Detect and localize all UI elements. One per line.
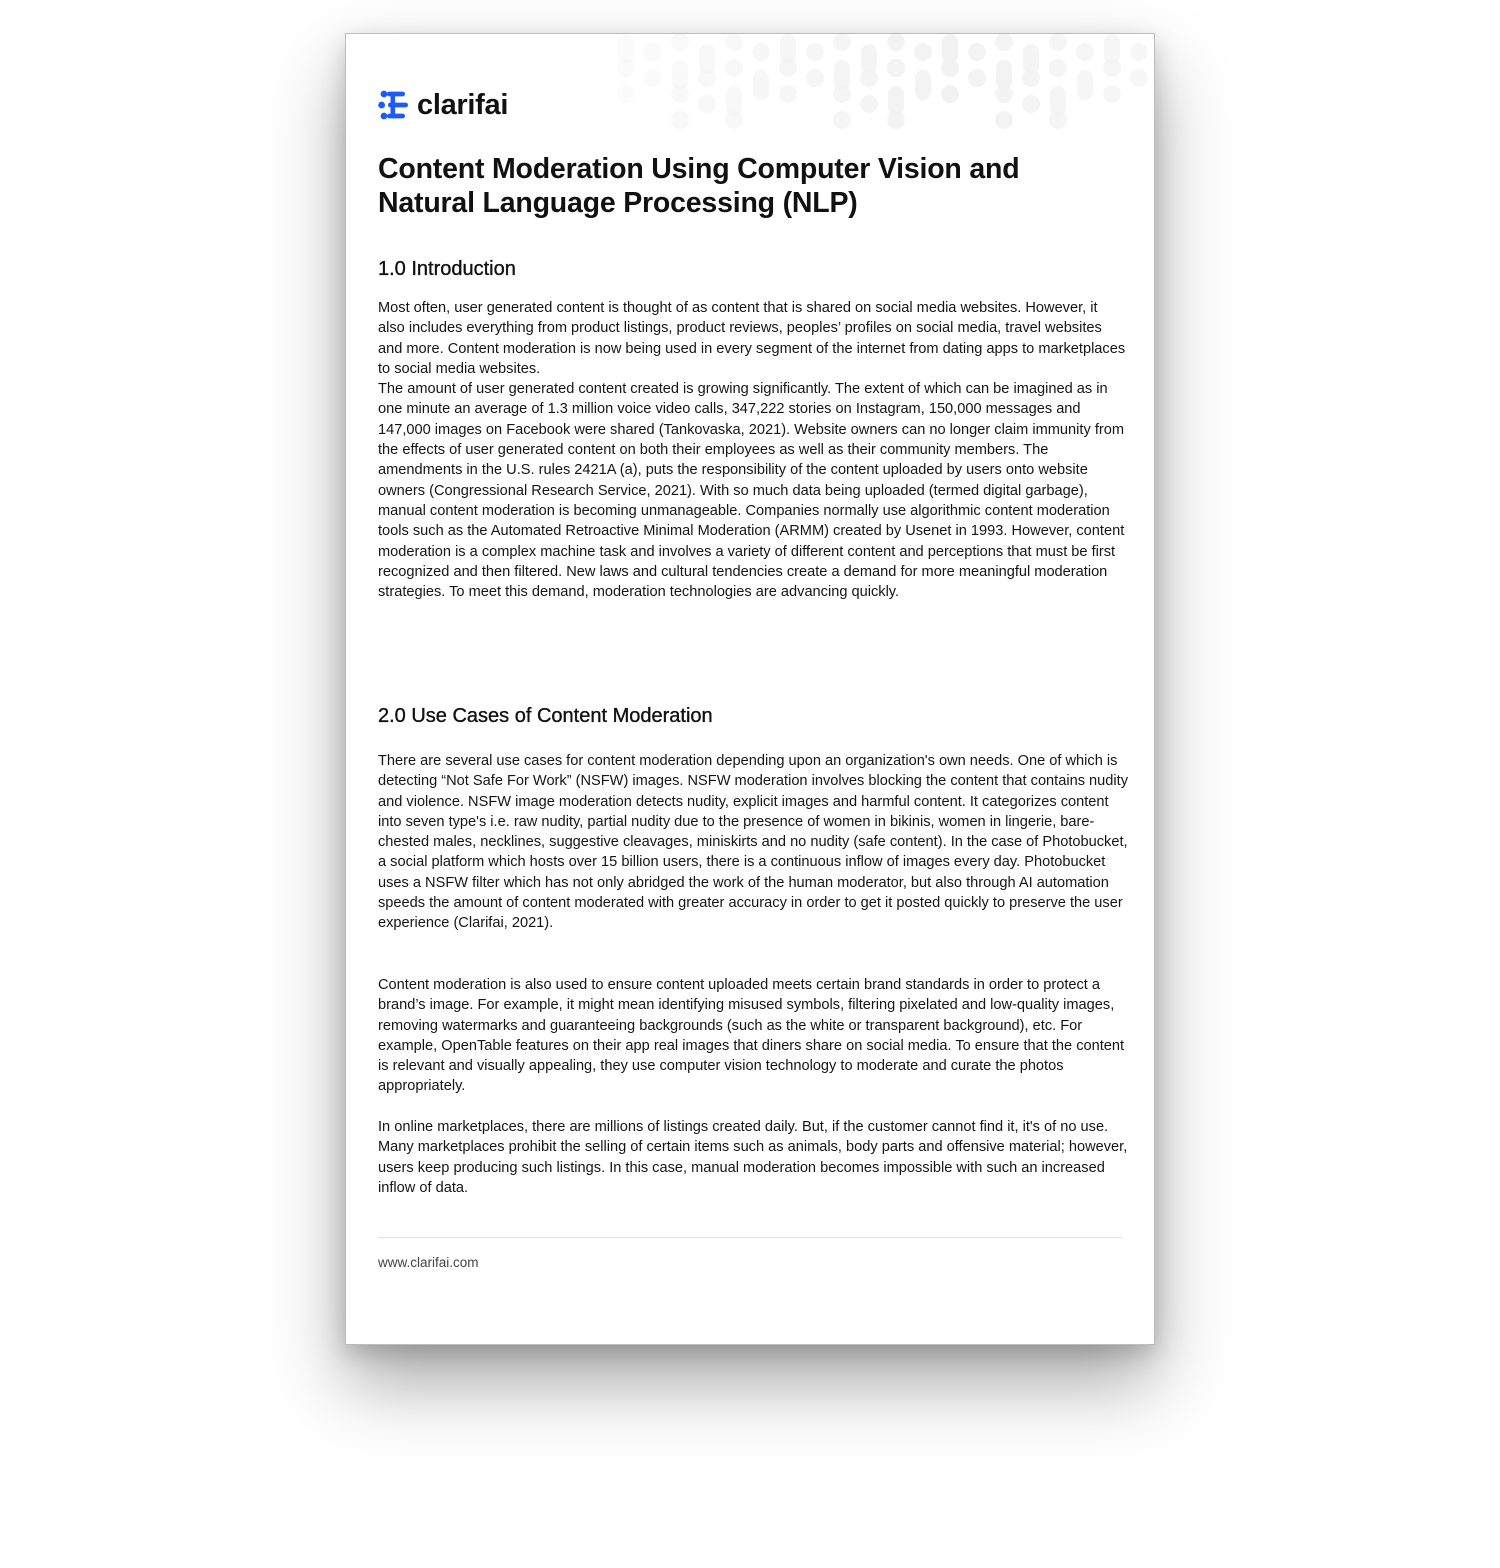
pattern-dot bbox=[1050, 86, 1066, 116]
pattern-dot bbox=[888, 86, 904, 116]
paragraph: The amount of user generated content created is growing significantly. The extent of which can be imagined as in one minute an average of 1.3 million voice video calls, 347,222 stories on Instagram, 150,000 messages and 147,000 images on Facebook were shared (Tankovaska, 2021). Website owners can no longer claim immunity from the effects of user generated content on both their employees as well as their community members. The amendments in the U.S. rules 2421A (a), puts the responsibility of the content uploaded by users onto website owners (Congressional Research Service, 2021). With so much data being uploaded (termed digital garbage), manual content moderation is becoming unmanageable. Companies normally use algorithmic content moderation tools such as the Automated Retroactive Minimal Moderation (ARMM) created by Usenet in 1993. However, content moderation is a complex machine task and involves a variety of different content and perceptions that must be first recognized and then filtered. New laws and cultural tendencies create a demand for more meaningful moderation strategies. To meet this demand, moderation technologies are advancing quickly. bbox=[378, 381, 1125, 601]
pattern-dot bbox=[1023, 44, 1039, 74]
pattern-dot bbox=[672, 60, 688, 90]
pattern-dot bbox=[725, 59, 743, 77]
pattern-dot bbox=[779, 59, 797, 77]
pattern-dot bbox=[887, 34, 905, 51]
pattern-dot bbox=[860, 95, 878, 113]
pattern-dot bbox=[1104, 34, 1120, 64]
pattern-dot bbox=[617, 59, 635, 77]
pattern-dot bbox=[941, 59, 959, 77]
section-heading-use-cases: 2.0 Use Cases of Content Moderation bbox=[378, 705, 713, 727]
pattern-dot bbox=[914, 43, 932, 61]
pattern-dot bbox=[671, 111, 689, 129]
paragraph: Content moderation is also used to ensure content uploaded meets certain brand standards in order to protect a brand’s image. For example, it might mean identifying misused symbols, filtering pixelated and low-quality images, removing watermarks and guaranteeing backgrounds (such as the white or transparent background), etc. For example, OpenTable features on their app real images that diners share on social media. To ensure that the content is relevant and visually appealing, they use computer vision technology to moderate and curate the photos appropriately. bbox=[378, 977, 1125, 1095]
pattern-dot bbox=[942, 34, 958, 64]
pattern-dot bbox=[1022, 95, 1040, 113]
pattern-dot bbox=[806, 69, 824, 87]
pattern-dot bbox=[618, 34, 634, 64]
pattern-dot bbox=[1022, 69, 1040, 87]
clarifai-logo-icon bbox=[378, 89, 410, 121]
pattern-dot bbox=[968, 69, 986, 87]
pattern-dot bbox=[833, 85, 851, 103]
pattern-dot bbox=[726, 86, 742, 116]
pattern-dot bbox=[698, 69, 716, 87]
pattern-dot bbox=[1076, 43, 1094, 61]
document-title: Content Moderation Using Computer Vision and Natural Language Processing (NLP) bbox=[378, 153, 1020, 219]
pattern-dot bbox=[861, 44, 877, 74]
pattern-dot bbox=[833, 34, 851, 51]
section-heading-introduction: 1.0 Introduction bbox=[378, 258, 516, 280]
document-page bbox=[345, 33, 1155, 1345]
pattern-dot bbox=[752, 43, 770, 61]
pattern-dot bbox=[995, 85, 1013, 103]
pattern-dot bbox=[753, 70, 769, 100]
pattern-dot bbox=[915, 70, 931, 100]
pattern-dot bbox=[725, 34, 743, 51]
decorative-dot-pattern bbox=[614, 34, 1154, 144]
clarifai-logo[interactable] bbox=[378, 88, 508, 122]
pattern-dot bbox=[671, 34, 689, 51]
pattern-dot bbox=[1049, 59, 1067, 77]
paragraph: There are several use cases for content moderation depending upon an organization's own needs. One of which is detecting “Not Safe For Work” (NSFW) images. NSFW moderation involves blocking the content that contains nudity and violence. NSFW image moderation detects nudity, explicit images and harmful content. It categorizes content into seven type's i.e. raw nudity, partial nudity due to the presence of women in bikinis, women in lingerie, bare-chested males, necklines, suggestive cleavages, miniskirts and no nudity (safe content). In the case of Photobucket, a social platform which hosts over 15 billion users, there is a continuous inflow of images every day. Photobucket uses a NSFW filter which has not only abridged the work of the human moderator, but also through AI automation speeds the amount of content moderated with greater accuracy in order to get it posted quickly to preserve the user experience (Clarifai, 2021). bbox=[378, 753, 1128, 932]
pattern-dot bbox=[887, 59, 905, 77]
pattern-dot bbox=[834, 60, 850, 90]
pattern-dot bbox=[698, 95, 716, 113]
pattern-dot bbox=[1103, 59, 1121, 77]
pattern-dot bbox=[995, 111, 1013, 129]
pattern-dot bbox=[617, 85, 635, 103]
pattern-dot bbox=[1130, 43, 1148, 61]
pattern-dot bbox=[860, 69, 878, 87]
pattern-dot bbox=[968, 43, 986, 61]
pattern-dot bbox=[1049, 111, 1067, 129]
introduction-body bbox=[378, 298, 1128, 602]
pattern-dot bbox=[644, 43, 662, 61]
footer-website-link[interactable]: www.clarifai.com bbox=[378, 1255, 479, 1270]
pattern-dot bbox=[995, 34, 1013, 51]
pattern-dot bbox=[725, 111, 743, 129]
pattern-dot bbox=[699, 44, 715, 74]
pattern-dot bbox=[887, 111, 905, 129]
pattern-dot bbox=[780, 34, 796, 64]
paragraph: In online marketplaces, there are millions of listings created daily. But, if the customer cannot find it, it's of no use. Many marketplaces prohibit the selling of certain items such as animals, body parts and offensive material; however, users keep producing such listings. In this case, manual moderation becomes impossible with such an increased inflow of data. bbox=[378, 1119, 1128, 1196]
pattern-dot bbox=[941, 85, 959, 103]
pattern-dot bbox=[1077, 70, 1093, 100]
footer-divider bbox=[378, 1237, 1122, 1238]
pattern-dot bbox=[779, 85, 797, 103]
pattern-dot bbox=[644, 69, 662, 87]
brand-name: clarifai bbox=[417, 89, 509, 121]
pattern-dot bbox=[1130, 69, 1148, 87]
pattern-dot bbox=[1103, 85, 1121, 103]
pattern-dot bbox=[671, 85, 689, 103]
pattern-dot bbox=[1049, 34, 1067, 51]
pattern-dot bbox=[996, 60, 1012, 90]
pattern-dot bbox=[806, 43, 824, 61]
pattern-dot bbox=[833, 111, 851, 129]
paragraph: Most often, user generated content is thought of as content that is shared on social media websites. However, it also includes everything from product listings, product reviews, peoples’ profiles on social media, travel websites and more. Content moderation is now being used in every segment of the internet from dating apps to marketplaces to social media websites. bbox=[378, 300, 1126, 377]
